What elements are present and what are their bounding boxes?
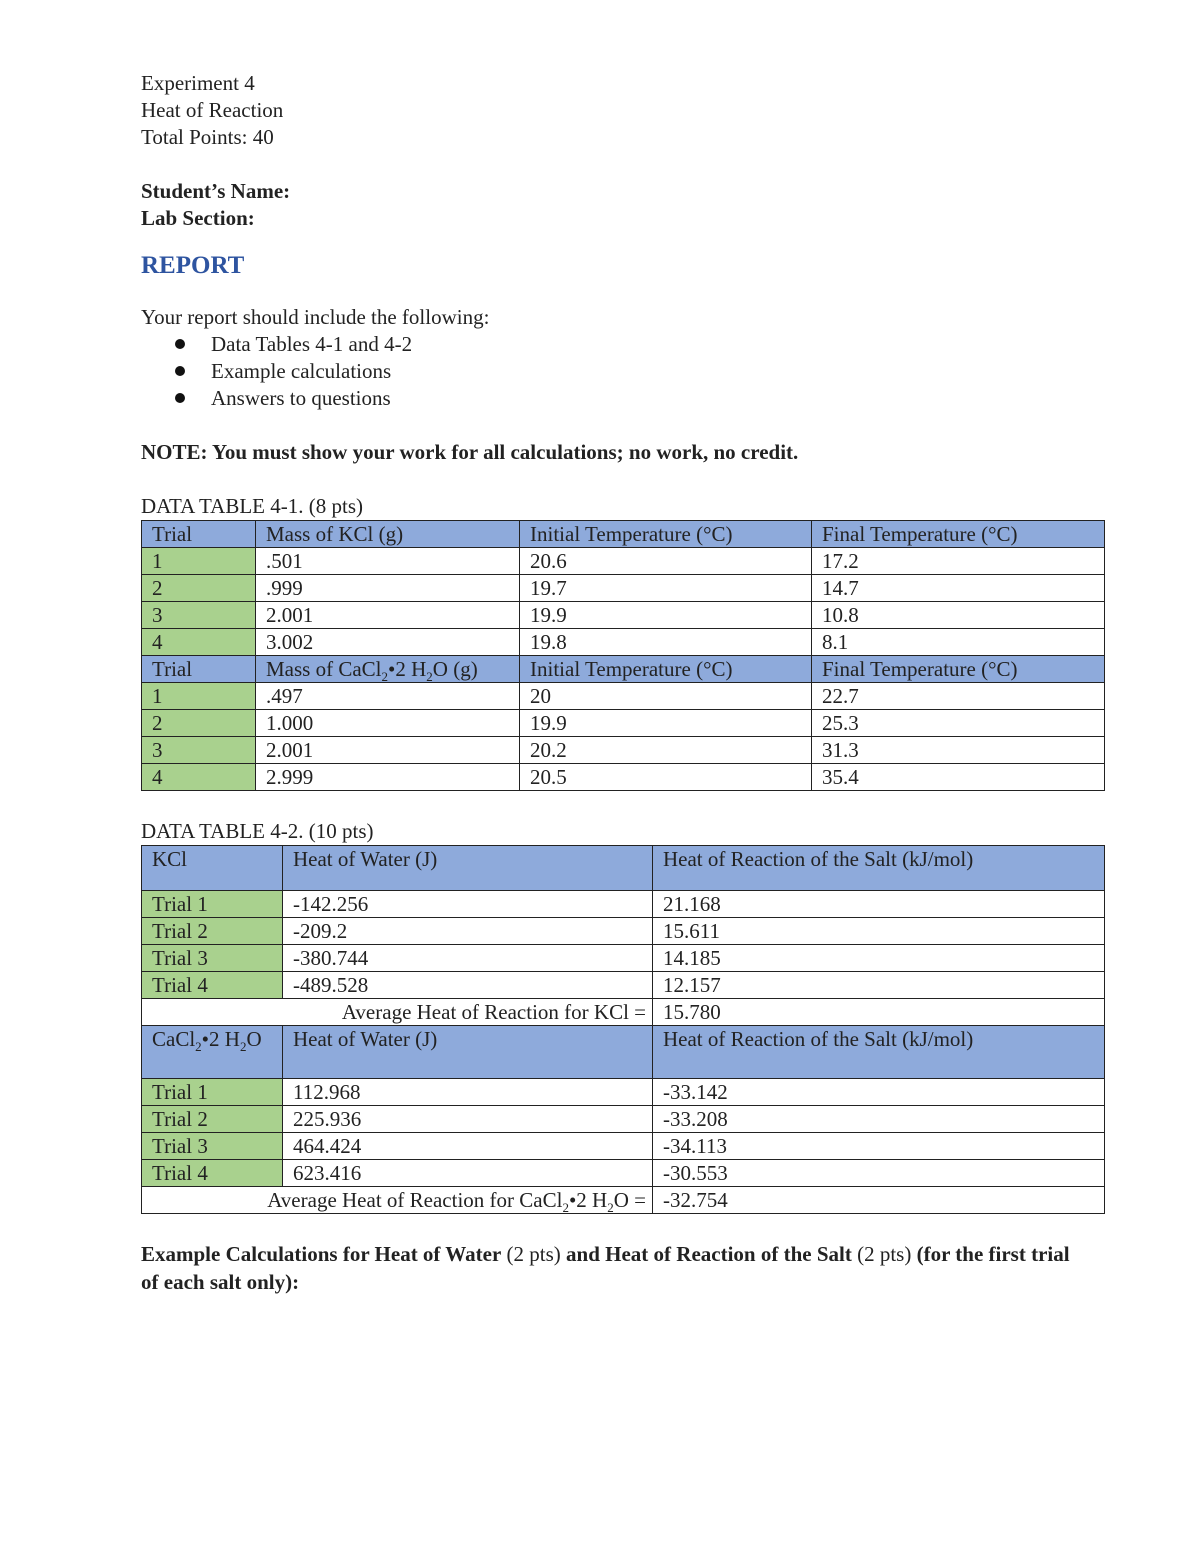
table-cell: 19.7 [520, 575, 812, 602]
table-cell: -33.208 [653, 1106, 1105, 1133]
table-cell: 17.2 [812, 548, 1105, 575]
table-row [142, 575, 1105, 602]
trial-cell: Trial 2 [142, 918, 283, 945]
table-cell: 112.968 [283, 1079, 653, 1106]
table-row [142, 1106, 1105, 1133]
example-calculations-heading: Example Calculations for Heat of Water (2 pts) and Heat of Reaction of the Salt (2 pts) (for the first trial of each salt only): [141, 1242, 1070, 1294]
trial-cell: 3 [142, 737, 256, 764]
table-row [142, 945, 1105, 972]
trial-cell: 4 [142, 764, 256, 791]
table-header-row [142, 1026, 1105, 1079]
trial-cell: Trial 3 [142, 945, 283, 972]
table-cell: 20 [520, 683, 812, 710]
table-cell: .999 [256, 575, 520, 602]
header-cell: Heat of Water (J) [283, 1026, 653, 1079]
trial-cell: Trial 4 [142, 1160, 283, 1187]
bullet-icon [175, 366, 185, 376]
table-row [142, 629, 1105, 656]
header-cell: Trial [142, 656, 256, 683]
note-text: NOTE: You must show your work for all calculations; no work, no credit. [141, 440, 799, 464]
table-cell: 19.8 [520, 629, 812, 656]
table-row [142, 1133, 1105, 1160]
report-bullet-list [141, 331, 1106, 412]
list-item: Data Tables 4-1 and 4-2 [171, 331, 1106, 358]
table-header-row [142, 656, 1105, 683]
table-cell: 1.000 [256, 710, 520, 737]
table-cell: -142.256 [283, 891, 653, 918]
table-cell: 623.416 [283, 1160, 653, 1187]
table-cell: 20.6 [520, 548, 812, 575]
trial-cell: Trial 4 [142, 972, 283, 999]
table-cell: 12.157 [653, 972, 1105, 999]
trial-cell: 3 [142, 602, 256, 629]
average-value: -32.754 [653, 1187, 1105, 1214]
table-row [142, 1160, 1105, 1187]
table-row [142, 710, 1105, 737]
table-cell: 21.168 [653, 891, 1105, 918]
list-item: Example calculations [171, 358, 1106, 385]
student-name-label: Student’s Name: [141, 179, 291, 203]
header-cell: Heat of Reaction of the Salt (kJ/mol) [653, 846, 1105, 891]
trial-cell: Trial 2 [142, 1106, 283, 1133]
table-cell: 20.5 [520, 764, 812, 791]
header-cell: Final Temperature (°C) [812, 521, 1105, 548]
table-cell: 35.4 [812, 764, 1105, 791]
header-cell: Initial Temperature (°C) [520, 656, 812, 683]
table-row [142, 683, 1105, 710]
table-cell: -33.142 [653, 1079, 1105, 1106]
table-cell: .497 [256, 683, 520, 710]
table-cell: 15.611 [653, 918, 1105, 945]
header-cell-cacl2: CaCl$_2$•2 $H_2O$ [142, 1026, 283, 1079]
table-cell: 25.3 [812, 710, 1105, 737]
table-row [142, 548, 1105, 575]
table-row [142, 891, 1105, 918]
trial-cell: 1 [142, 683, 256, 710]
table-cell: 10.8 [812, 602, 1105, 629]
table-cell: 464.424 [283, 1133, 653, 1160]
bullet-icon [175, 339, 185, 349]
table-row [142, 1079, 1105, 1106]
table-cell: 14.7 [812, 575, 1105, 602]
trial-cell: 2 [142, 575, 256, 602]
table-cell: -30.553 [653, 1160, 1105, 1187]
average-label: Average Heat of Reaction for KCl = [142, 999, 653, 1026]
header-cell: KCl [142, 846, 283, 891]
table-cell: -34.113 [653, 1133, 1105, 1160]
data-table-4-2 [141, 845, 1105, 1214]
table-header-row [142, 846, 1105, 891]
experiment-title: Heat of Reaction [141, 98, 284, 122]
table-cell: 22.7 [812, 683, 1105, 710]
header-cell: Heat of Water (J) [283, 846, 653, 891]
experiment-number: Experiment 4 [141, 71, 255, 95]
table-row [142, 602, 1105, 629]
table-header-row [142, 521, 1105, 548]
bullet-icon [175, 393, 185, 403]
document-page [141, 70, 1106, 1296]
table-cell: 8.1 [812, 629, 1105, 656]
data-table-4-1 [141, 520, 1105, 791]
table-cell: 2.001 [256, 737, 520, 764]
lab-section-label: Lab Section: [141, 206, 255, 230]
trial-cell: 1 [142, 548, 256, 575]
average-row-cacl2 [142, 1187, 1105, 1214]
table-row [142, 764, 1105, 791]
header-cell: Heat of Reaction of the Salt (kJ/mol) [653, 1026, 1105, 1079]
trial-cell: Trial 1 [142, 1079, 283, 1106]
table-cell: 3.002 [256, 629, 520, 656]
table-cell: 19.9 [520, 602, 812, 629]
header-cell: Final Temperature (°C) [812, 656, 1105, 683]
header-cell: Trial [142, 521, 256, 548]
table-cell: 19.9 [520, 710, 812, 737]
table-cell: 14.185 [653, 945, 1105, 972]
header-cell: Initial Temperature (°C) [520, 521, 812, 548]
table-row [142, 918, 1105, 945]
table-cell: -489.528 [283, 972, 653, 999]
table-cell: 20.2 [520, 737, 812, 764]
table-cell: 2.001 [256, 602, 520, 629]
trial-cell: Trial 1 [142, 891, 283, 918]
trial-cell: 4 [142, 629, 256, 656]
table-cell: 225.936 [283, 1106, 653, 1133]
table-cell: -209.2 [283, 918, 653, 945]
list-item: Answers to questions [171, 385, 1106, 412]
report-intro: Your report should include the following: [141, 305, 490, 329]
table1-caption: DATA TABLE 4-1. (8 pts) [141, 494, 363, 518]
report-heading: REPORT [141, 252, 245, 279]
trial-cell: 2 [142, 710, 256, 737]
table-cell: 2.999 [256, 764, 520, 791]
header-cell: Mass of KCl (g) [256, 521, 520, 548]
table-row [142, 972, 1105, 999]
table-cell: -380.744 [283, 945, 653, 972]
table-row [142, 737, 1105, 764]
total-points: Total Points: 40 [141, 125, 274, 149]
average-value: 15.780 [653, 999, 1105, 1026]
average-label: Average Heat of Reaction for CaCl$_2$•2 $H_2O$ = [142, 1187, 653, 1214]
table-cell: .501 [256, 548, 520, 575]
table2-caption: DATA TABLE 4-2. (10 pts) [141, 819, 374, 843]
header-cell-mass-cacl2: Mass of CaCl$_2$•2 $H_2O$ (g) [256, 656, 520, 683]
average-row-kcl [142, 999, 1105, 1026]
table-cell: 31.3 [812, 737, 1105, 764]
trial-cell: Trial 3 [142, 1133, 283, 1160]
